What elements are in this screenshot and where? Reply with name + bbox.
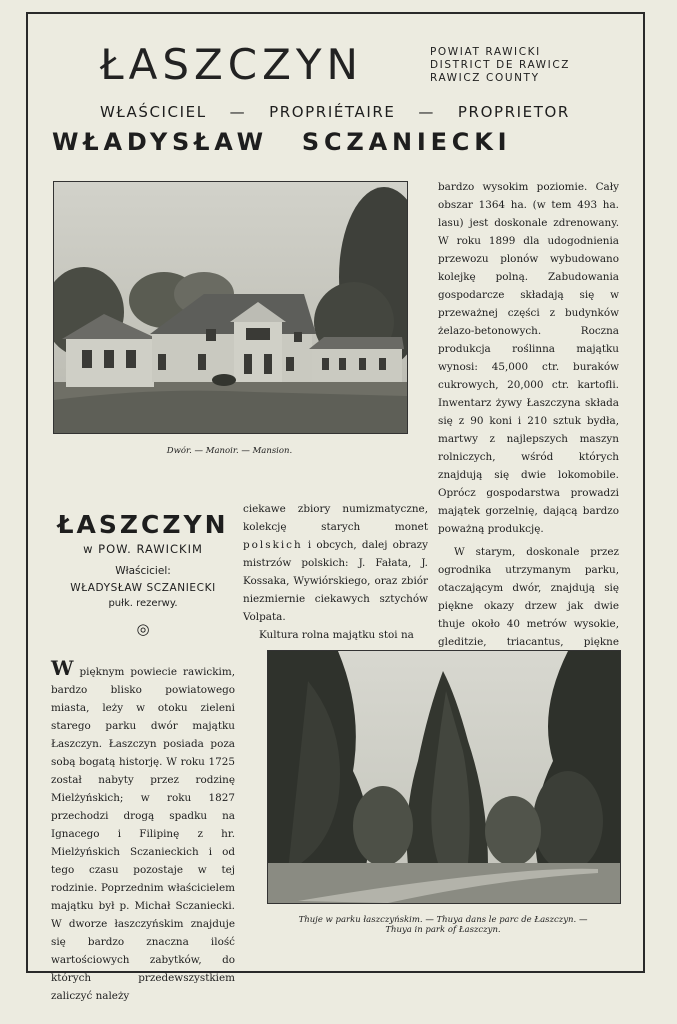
owner-label-line xyxy=(100,103,570,121)
paragraph xyxy=(51,656,236,1005)
park-caption xyxy=(267,915,619,935)
manor-photo xyxy=(53,181,408,434)
owner-label-en: PROPRIETOR xyxy=(457,103,570,121)
owner-separator: — xyxy=(229,103,247,121)
caption-separator: — xyxy=(241,446,250,456)
caption-pl: Thuje w parku łaszczyńskim. xyxy=(298,915,423,925)
text-run: i obcych, dalej obrazy mistrzów polskich: J. Fałata, J. Kossaka, Wywiórskiego, oraz zbiór niezmiernie ciekawych sztychów Volpata. xyxy=(243,539,428,623)
page-title: ŁASZCZYN xyxy=(100,40,363,89)
text-run: ciekawe zbiory numizmatyczne, kolekcję starych monet xyxy=(243,503,428,533)
text-column-right xyxy=(438,178,619,687)
manor-caption xyxy=(53,446,406,456)
owner-first-name: WŁADYSŁAW xyxy=(52,128,268,156)
caption-pl: Dwór. xyxy=(166,446,192,456)
district-pl: POWIAT RAWICKI xyxy=(430,46,541,58)
sidebar-county: w POW. RAWICKIM xyxy=(83,542,203,556)
emphasis-text: polskich xyxy=(243,539,303,551)
owner-label-pl: WŁAŚCICIEL xyxy=(100,103,207,121)
text-run: pięknym powiecie rawickim, bardzo blisko powiatowego miasta, leży w otoku zieleni starego parku dwór majątku Łaszczyn. Łaszczyn posiada poza sobą bogatą historję. W roku 1725 został nabyty przez rodzinę Mielżyńskich; w roku 1827 przechodzi drogą spadku na Ignacego i Filipinę z hr. Mielżyńskich Sczanieckich i od tego czasu pozostaje w tej rodzinie. Poprzednim właścicielem majątku był p. Michał Sczaniecki. W dworze łaszczyńskim znajduje się bardzo znaczna ilość wartościowych zabytków, do których przedewszystkiem zaliczyć należy xyxy=(51,666,236,1002)
paragraph xyxy=(243,500,428,626)
district-block xyxy=(430,46,570,85)
sidebar-owner-label: Właściciel: xyxy=(115,565,171,577)
caption-separator: — xyxy=(578,915,588,925)
text-column-middle xyxy=(243,500,428,644)
paragraph: bardzo wysokim poziomie. Cały obszar 1364 ha. (w tem 493 ha. lasu) jest doskonale zdrenowany. W roku 1899 dla udogodnienia przewozu plonów wybudowano kolejkę polną. Zabudowania gospodarcze składają się w przeważnej części z budynków żelazo-betonowych. Roczna produkcja roślinna majątku wynosi: 45,000 ctr. buraków cukrowych, 20,000 ctr. kartofli. Inwentarz żywy Łaszczyna składa się z 90 koni i 210 sztuk bydła, martwy z najlepszych maszyn rolniczych, wśród których znajdują się dwie lokomobile. Oprócz gospodarstwa prowadzi majątek gorzelnię, dającą bardzo poważną produkcję. xyxy=(438,181,619,535)
caption-fr: Manoir. xyxy=(205,446,239,456)
drop-cap: W xyxy=(51,656,74,680)
owner-separator: — xyxy=(418,103,436,121)
district-en: RAWICZ COUNTY xyxy=(430,72,540,84)
owner-label-fr: PROPRIÉTAIRE xyxy=(269,103,396,121)
paragraph: W starym, doskonale przez ogrodnika utrzymanym parku, otaczającym dwór, znajdują się piękne okazy drzew jak dwie thuje około 40 metrów wysokie, gleditzie, triacantus, piękne xyxy=(438,546,619,648)
text-column-left xyxy=(51,656,236,1005)
park-photo xyxy=(267,650,621,904)
caption-en: Thuya in park of Łaszczyn. xyxy=(385,925,501,935)
owner-last-name: SCZANIECKI xyxy=(301,128,512,156)
sidebar-owner-name: WŁADYSŁAW SCZANIECKI xyxy=(70,582,216,594)
sidebar-rank: pułk. rezerwy. xyxy=(108,598,178,609)
caption-en: Mansion. xyxy=(252,446,293,456)
district-fr: DISTRICT DE RAWICZ xyxy=(430,59,571,71)
sidebar-title: ŁASZCZYN xyxy=(57,510,229,539)
paragraph: Kultura rolna majątku stoi na xyxy=(259,629,414,641)
ornament-icon: ◎ xyxy=(136,620,150,638)
caption-fr: Thuya dans le parc de Łaszczyn. xyxy=(436,915,577,925)
caption-separator: — xyxy=(425,915,434,925)
caption-separator: — xyxy=(194,446,204,456)
owner-name-heading xyxy=(52,128,618,156)
